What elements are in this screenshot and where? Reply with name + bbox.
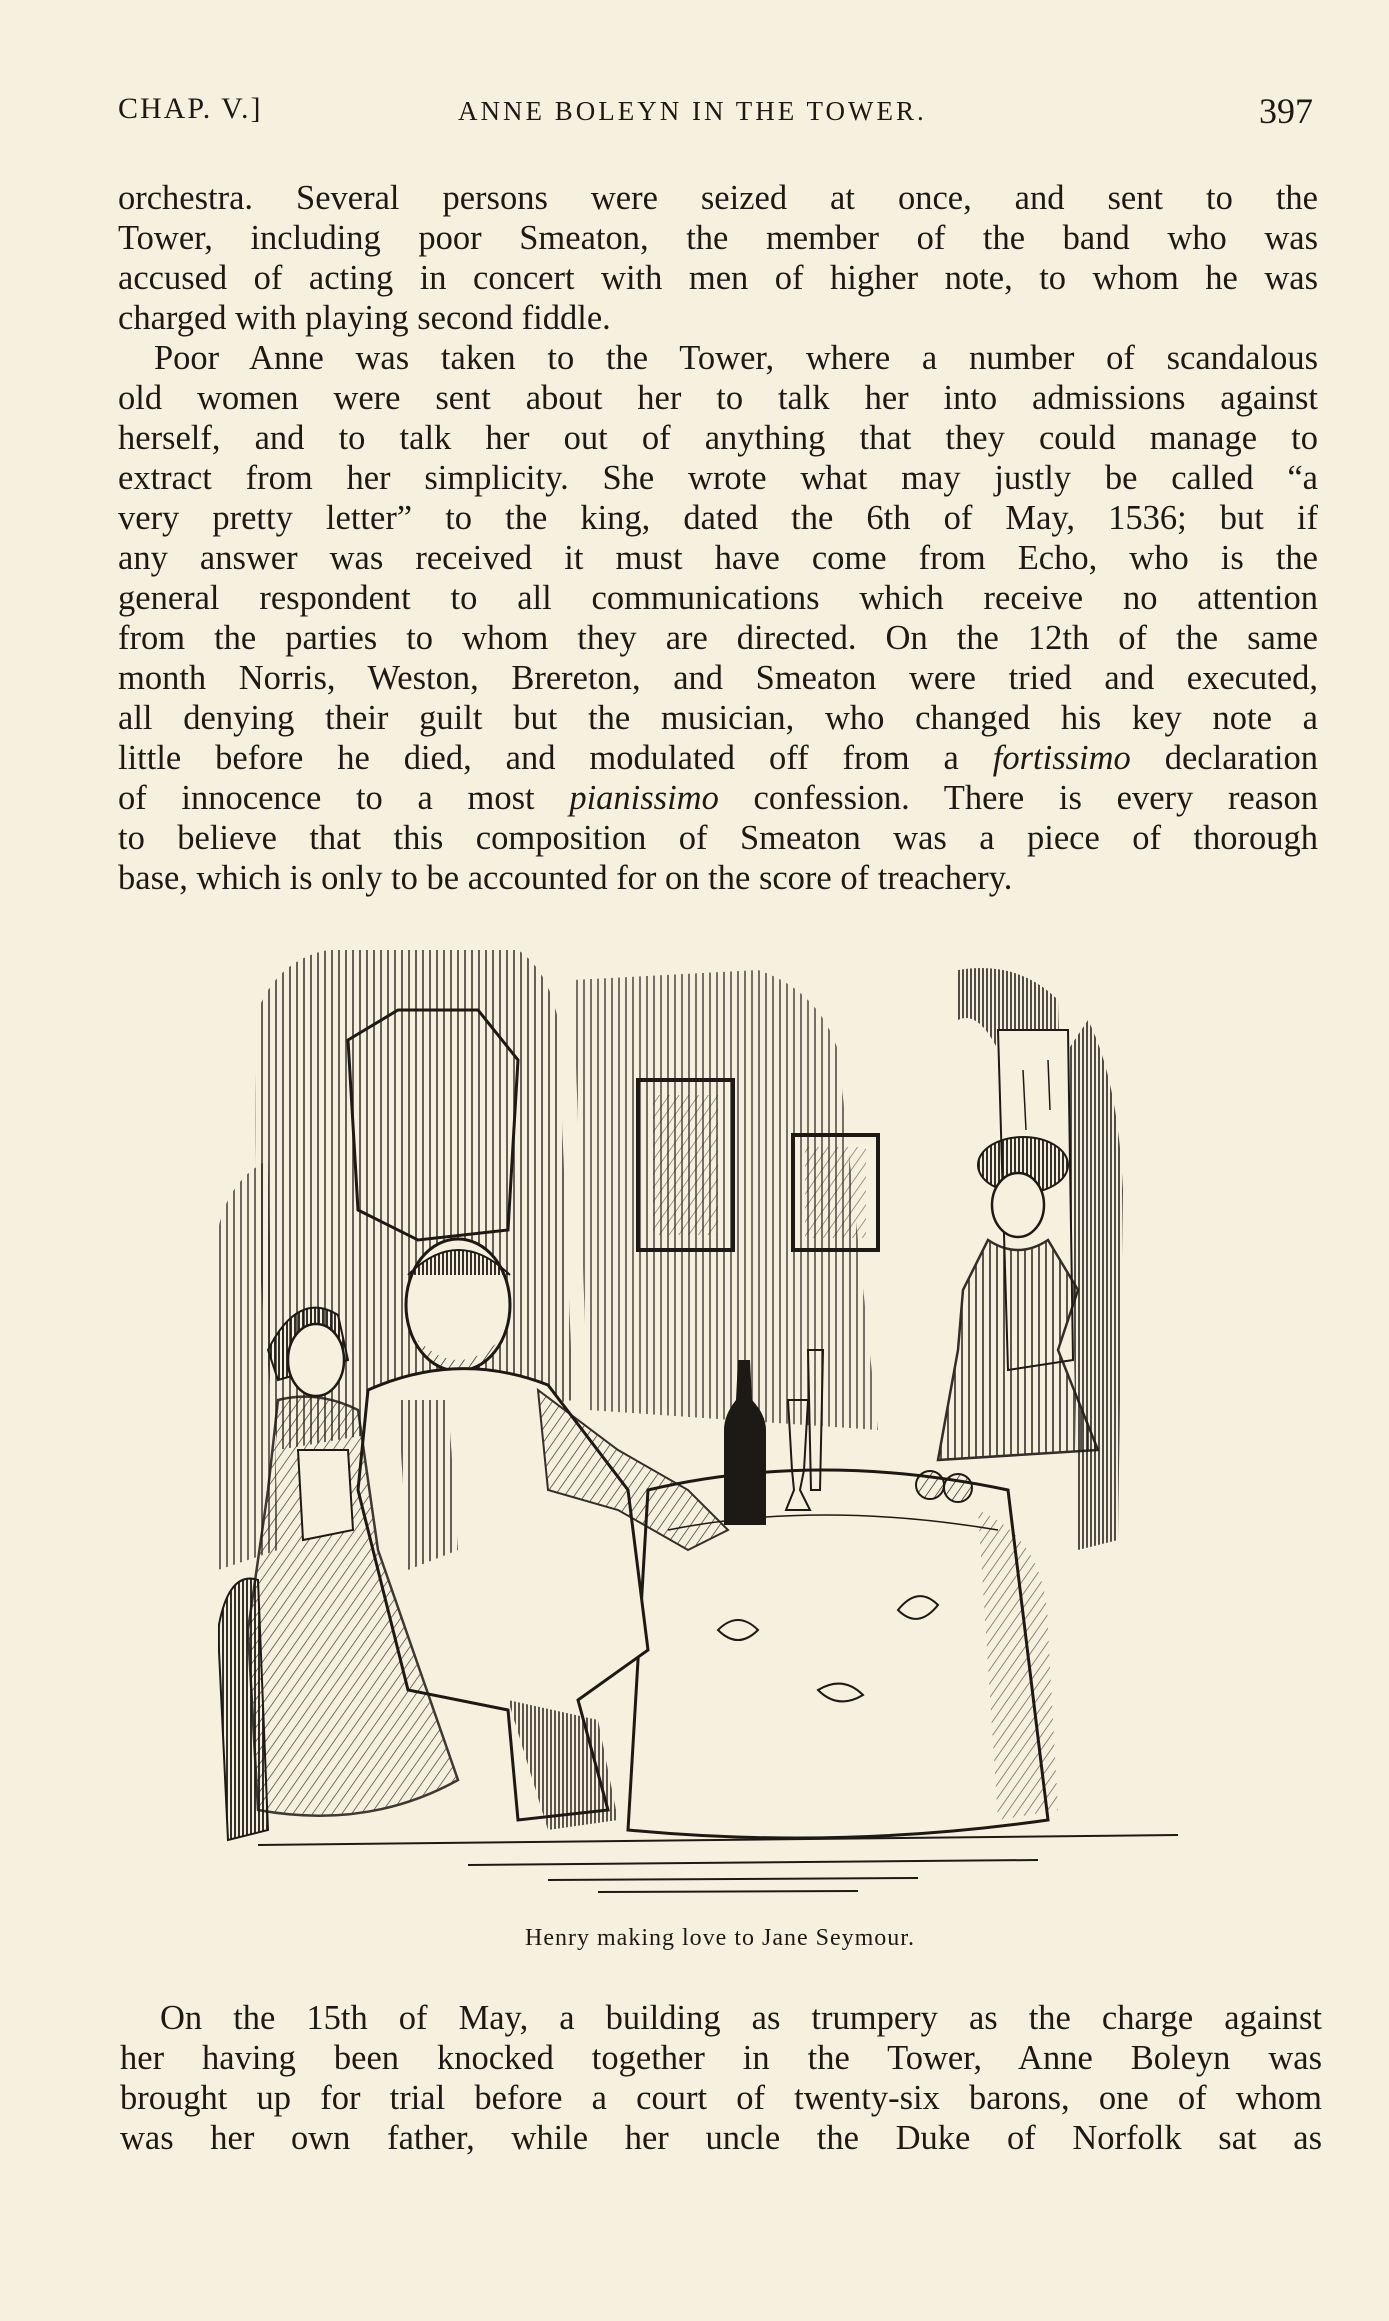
text-run: of innocence to a most xyxy=(118,779,570,817)
text-line: charged with playing second fiddle. xyxy=(118,299,611,337)
text-line: On the 15th of May, a building as trumpery as the charge against xyxy=(160,1999,1322,2037)
floor-hatching xyxy=(258,1835,1178,1892)
page-number: 397 xyxy=(1259,91,1313,131)
engraving-illustration xyxy=(218,930,1223,1910)
text-line: from the parties to whom they are directed. On the 12th of the same xyxy=(118,619,1318,657)
text-line: herself, and to talk her out of anything that they could manage to xyxy=(118,419,1318,457)
body-text-bottom xyxy=(120,1998,1322,2158)
text-line: any answer was received it must have come from Echo, who is the xyxy=(118,539,1318,577)
figure-caption: Henry making love to Jane Seymour. xyxy=(525,1925,915,1951)
text-line: orchestra. Several persons were seized at once, and sent to the xyxy=(118,179,1318,217)
text-run: little before he died, and modulated off from a xyxy=(118,739,993,777)
text-line-italic xyxy=(118,738,1318,778)
chair xyxy=(218,1579,268,1840)
paragraph-1 xyxy=(118,178,1318,338)
body-text-top xyxy=(118,178,1318,898)
text-line-italic xyxy=(118,778,1318,818)
paragraph-3 xyxy=(120,1998,1322,2158)
text-line: very pretty letter” to the king, dated the 6th of May, 1536; but if xyxy=(118,499,1318,537)
text-run: declaration xyxy=(1130,739,1318,777)
text-line: extract from her simplicity. She wrote what may justly be called “a xyxy=(118,459,1318,497)
paragraph-2 xyxy=(118,338,1318,898)
italic-term: pianissimo xyxy=(569,779,719,817)
text-line: was her own father, while her uncle the Duke of Norfolk sat as xyxy=(120,2119,1322,2157)
text-line: general respondent to all communications which receive no attention xyxy=(118,579,1318,617)
running-head xyxy=(118,92,1313,142)
chapter-marker: CHAP. V.] xyxy=(118,92,263,125)
text-run: confession. There is every reason xyxy=(718,779,1318,817)
italic-term: fortissimo xyxy=(992,739,1131,777)
text-line: all denying their guilt but the musician, who changed his key note a xyxy=(118,699,1318,737)
text-line: her having been knocked together in the Tower, Anne Boleyn was xyxy=(120,2039,1322,2077)
text-line: Poor Anne was taken to the Tower, where a number of scandalous xyxy=(154,339,1318,377)
running-title: ANNE BOLEYN IN THE TOWER. xyxy=(458,96,927,126)
text-line: old women were sent about her to talk her into admissions against xyxy=(118,379,1318,417)
fruit-bowl xyxy=(916,1471,944,1499)
text-line: base, which is only to be accounted for on the score of treachery. xyxy=(118,859,1013,897)
text-line: to believe that this composition of Smeaton was a piece of thorough xyxy=(118,819,1318,857)
text-line: Tower, including poor Smeaton, the member of the band who was xyxy=(118,219,1318,257)
text-line: accused of acting in concert with men of higher note, to whom he was xyxy=(118,259,1318,297)
text-line: brought up for trial before a court of twenty-six barons, one of whom xyxy=(120,2079,1322,2117)
text-line: month Norris, Weston, Brereton, and Smeaton were tried and executed, xyxy=(118,659,1318,697)
